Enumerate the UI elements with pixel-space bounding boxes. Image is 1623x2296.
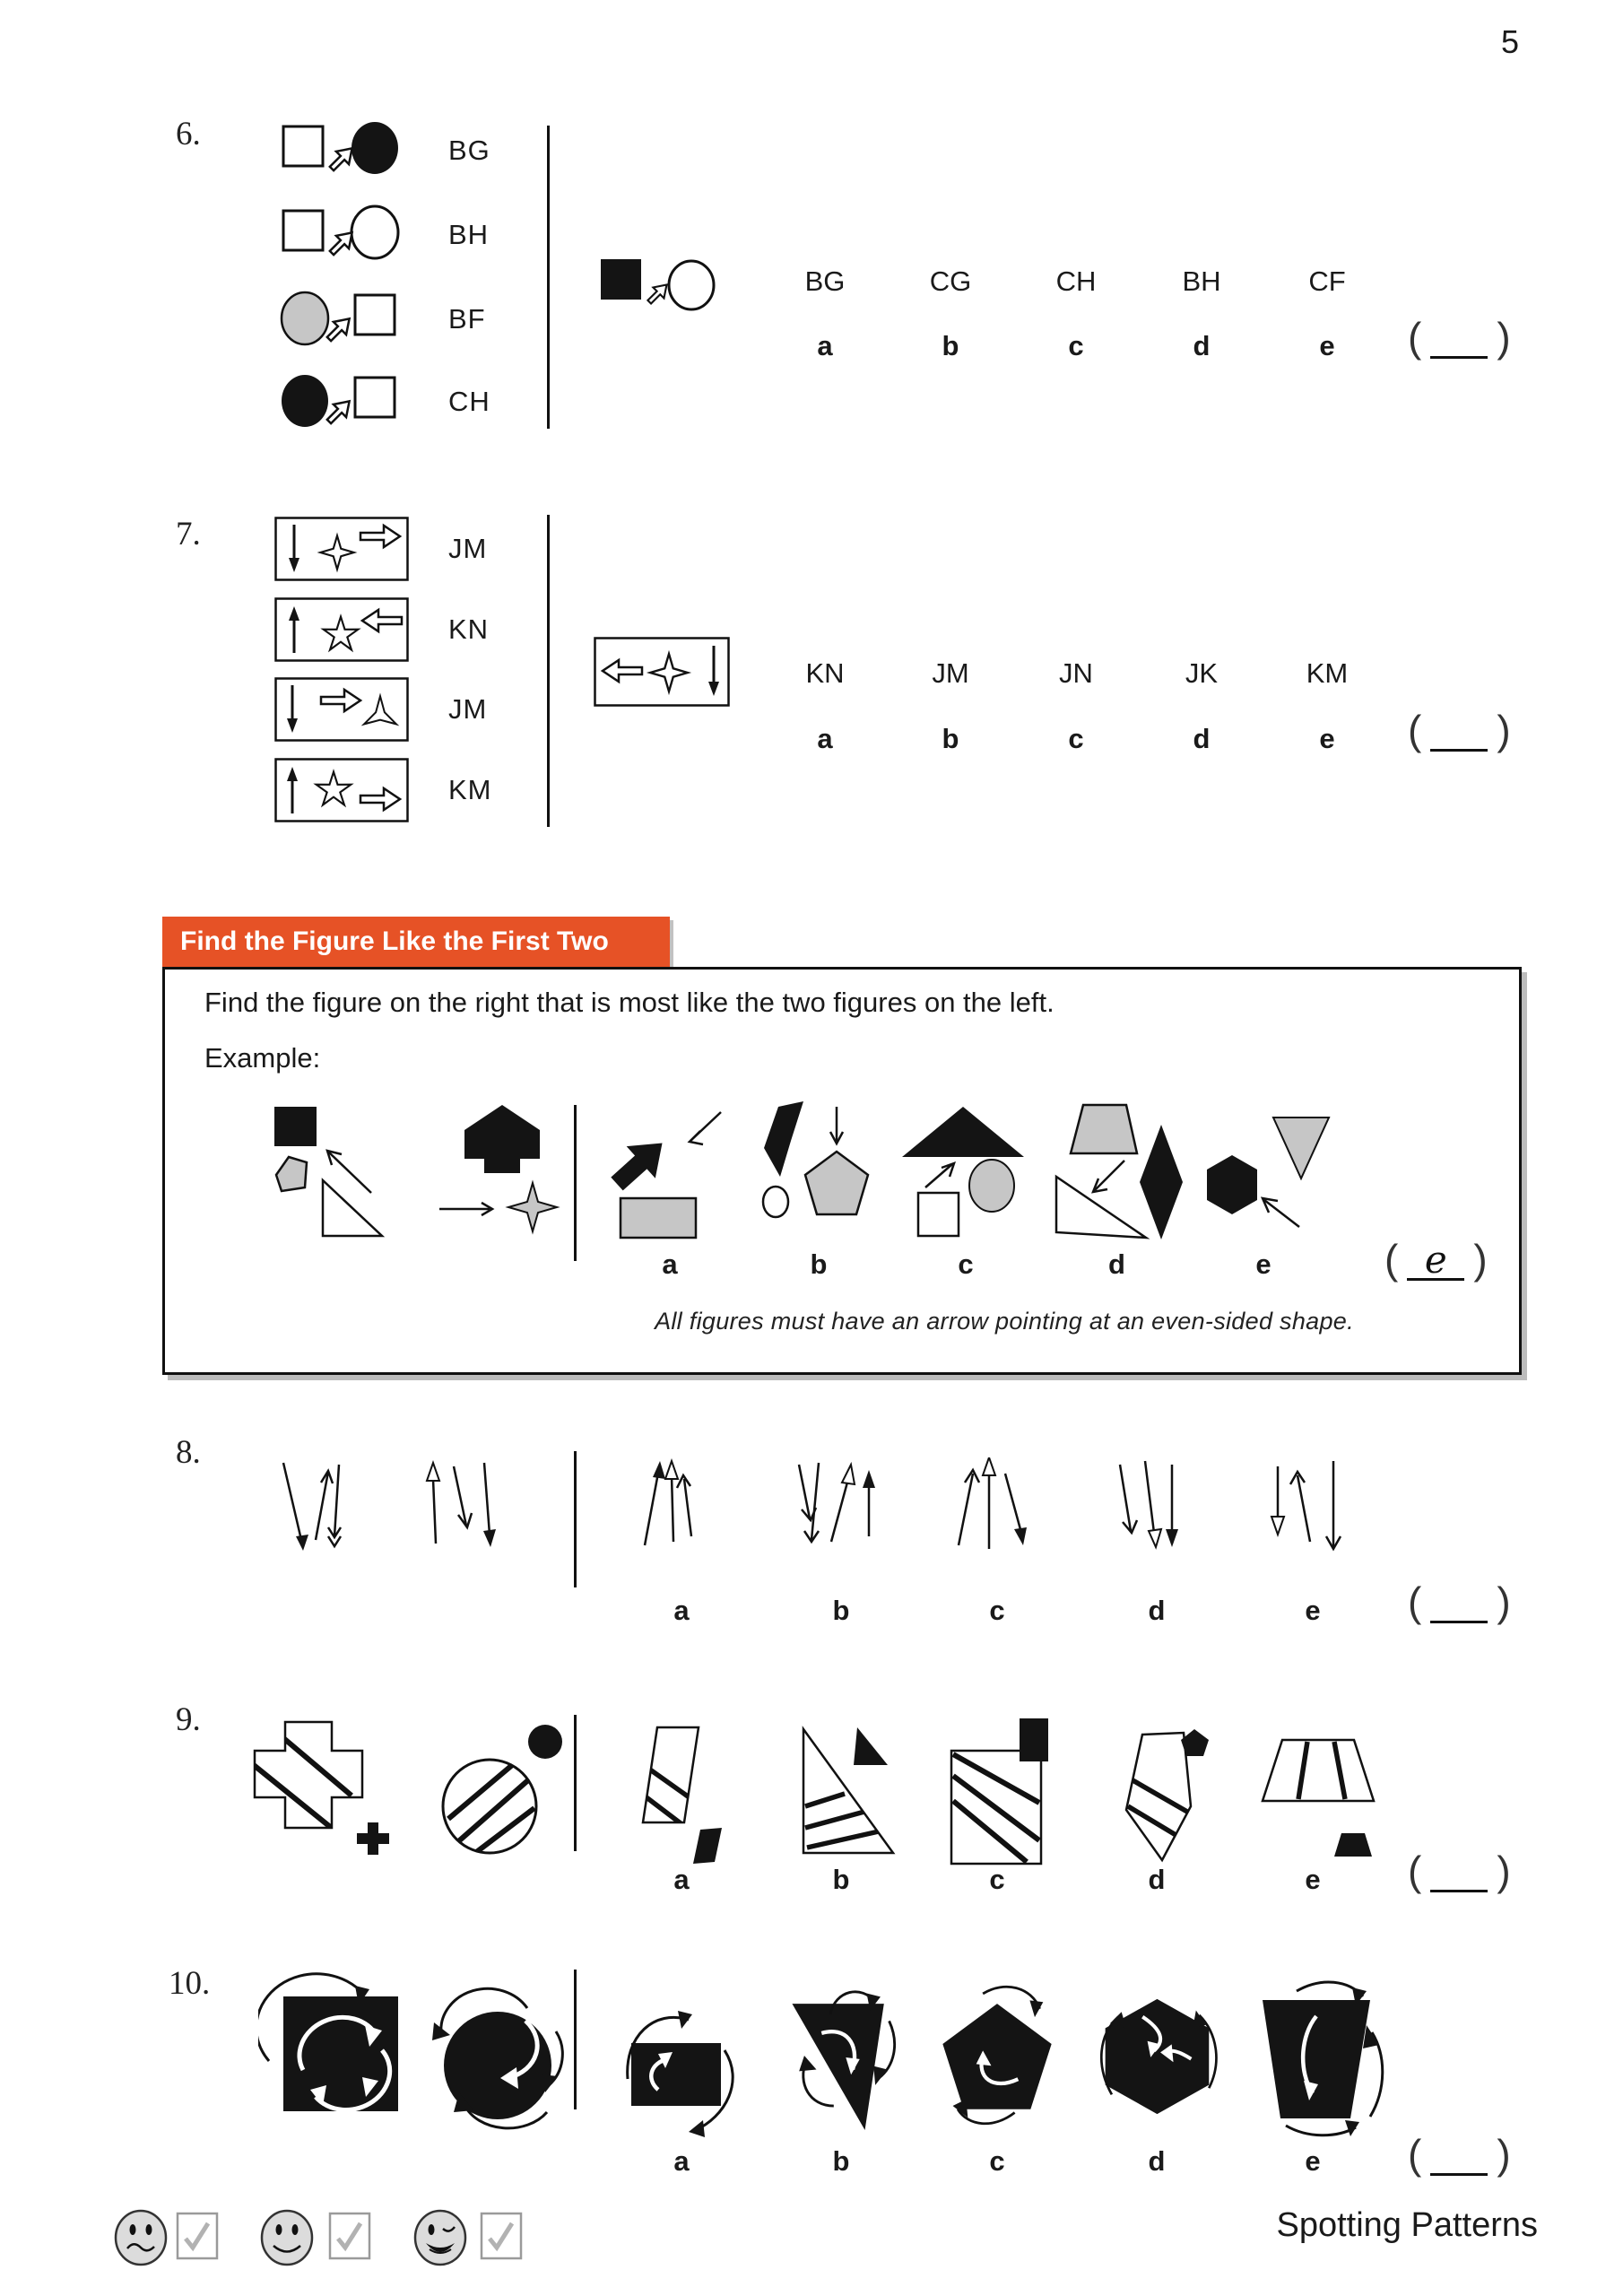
black-rectangle-curved-arrows-icon — [619, 1973, 744, 2139]
q9-letter-e: e — [1305, 1864, 1321, 1895]
trapezoid-arrow-triangle-diamond-icon — [1047, 1101, 1186, 1243]
smile-face-icon — [259, 2208, 315, 2267]
q10-option-a-figure — [619, 1973, 744, 2139]
square-arrow-black-circle-icon — [280, 120, 414, 183]
q10-option-d-figure — [1094, 1973, 1219, 2139]
square-pentagon-triangle-arrow-icon — [265, 1101, 422, 1240]
example-answer-value: e — [1407, 1242, 1464, 1281]
black-hexagon-curved-arrows-icon — [1094, 1973, 1219, 2139]
q6-code-4: CH — [448, 386, 490, 417]
striped-cross-black-cross-icon — [244, 1718, 401, 1862]
checkmark-box-icon — [176, 2212, 219, 2260]
q7-code-3: JM — [448, 693, 488, 725]
left-arrow-star4-down-arrow-icon — [594, 637, 730, 707]
shard-arrow-pentagon-circle-icon — [751, 1101, 886, 1243]
page-number: 5 — [1501, 23, 1520, 60]
q7-code-2: KN — [448, 613, 490, 645]
q10-letter-d: d — [1148, 2145, 1166, 2177]
q6-row1-figure — [280, 120, 414, 183]
open-paren: ( — [1408, 1848, 1422, 1894]
down-arrow-right-arrow-star3-icon — [274, 677, 409, 742]
striped-parallelogram-icon — [630, 1720, 733, 1866]
question-number: 8. — [176, 1434, 201, 1471]
example-letter-e: e — [1255, 1248, 1271, 1280]
q9-left-figure-2 — [429, 1718, 577, 1862]
q6-answer-blank[interactable] — [1430, 320, 1488, 359]
q7-letter-e: e — [1319, 723, 1335, 754]
q10-left-figure-1 — [258, 1971, 424, 2133]
q8-option-e-figure — [1263, 1457, 1362, 1578]
q10-option-c-figure — [934, 1973, 1060, 2139]
q7-test-figure — [594, 637, 730, 707]
q7-code-1: JM — [448, 533, 488, 564]
q6-letter-a: a — [817, 330, 833, 361]
q9-letter-b: b — [832, 1864, 850, 1895]
three-arrows-icon — [269, 1457, 368, 1578]
striped-circle-black-dot-icon — [429, 1718, 577, 1862]
q8-left-figure-2 — [421, 1457, 520, 1578]
q8-answer-blank[interactable] — [1430, 1585, 1488, 1623]
open-paren: ( — [1384, 1236, 1399, 1283]
q6-code-3: BF — [448, 303, 486, 335]
q10-letter-a: a — [673, 2145, 690, 2177]
black-circle-arrow-square-icon — [280, 371, 414, 434]
wink-grin-face-icon — [412, 2208, 468, 2267]
q8-option-c-figure — [948, 1457, 1046, 1578]
question-number: 6. — [176, 116, 201, 152]
q9-left-figure-1 — [244, 1718, 401, 1862]
q6-letter-e: e — [1319, 330, 1335, 361]
question-number: 7. — [176, 516, 201, 552]
example-option-d-figure — [1047, 1101, 1186, 1243]
hexagon-triangle-arrow-icon — [1196, 1101, 1331, 1243]
example-label: Example: — [204, 1042, 321, 1074]
example-letter-b: b — [810, 1248, 828, 1280]
close-paren: ) — [1497, 707, 1511, 753]
q9-option-c-figure — [934, 1718, 1060, 1866]
example-option-c-figure — [898, 1101, 1033, 1243]
q6-letter-b: b — [942, 330, 959, 361]
q8-letter-a: a — [673, 1595, 690, 1626]
four-arrows-icon — [792, 1457, 890, 1578]
three-up-arrows-icon — [632, 1457, 731, 1578]
three-arrows-icon — [421, 1457, 520, 1578]
q7-option-c: JN — [1059, 657, 1093, 689]
question-number: 9. — [176, 1701, 201, 1738]
striped-pentagon-icon — [1101, 1720, 1213, 1866]
q7-divider — [547, 515, 550, 827]
example-figure-1 — [265, 1101, 422, 1240]
example-option-b-figure — [751, 1101, 886, 1243]
footer-section-title: Spotting Patterns — [1276, 2206, 1538, 2244]
example-letter-d: d — [1108, 1248, 1125, 1280]
close-paren: ) — [1497, 1578, 1511, 1625]
rating-checkbox-2[interactable] — [328, 2212, 371, 2260]
q7-option-a: KN — [805, 657, 845, 689]
q8-letter-e: e — [1305, 1595, 1321, 1626]
q8-letter-d: d — [1148, 1595, 1166, 1626]
example-figure-2 — [432, 1101, 580, 1240]
q10-left-figure-2 — [421, 1978, 574, 2139]
q6-row3-figure — [280, 289, 414, 352]
q8-option-d-figure — [1107, 1457, 1206, 1578]
q9-option-b-figure — [778, 1720, 904, 1866]
open-paren: ( — [1408, 1578, 1422, 1625]
close-paren: ) — [1497, 2131, 1511, 2178]
q10-answer-blank[interactable] — [1430, 2137, 1488, 2176]
q9-divider — [574, 1715, 577, 1851]
open-paren: ( — [1408, 707, 1422, 753]
q6-divider — [547, 126, 550, 429]
q7-answer-blank[interactable] — [1430, 713, 1488, 752]
q8-letter-b: b — [832, 1595, 850, 1626]
striped-triangle-icon — [785, 1720, 898, 1866]
q8-left-figure-1 — [269, 1457, 368, 1578]
striped-rectangle-icon — [937, 1718, 1058, 1866]
example-note: All figures must have an arrow pointing at an even-sided shape. — [655, 1308, 1354, 1335]
q10-divider — [574, 1970, 577, 2109]
black-trapezoid-curved-arrows-icon — [1250, 1973, 1384, 2139]
q7-row3-figure — [274, 677, 409, 742]
q6-option-e: CF — [1308, 265, 1346, 297]
three-arrows-icon — [948, 1457, 1046, 1578]
q6-code-1: BG — [448, 135, 490, 166]
q7-letter-a: a — [817, 723, 833, 754]
square-arrow-white-circle-icon — [280, 204, 414, 267]
black-square-arrow-circle-icon — [599, 257, 725, 314]
up-arrow-star5-right-arrow-icon — [274, 758, 409, 822]
grey-circle-arrow-square-icon — [280, 289, 414, 352]
instruction-text: Find the figure on the right that is most like the two figures on the left. — [204, 987, 1055, 1018]
q8-option-b-figure — [792, 1457, 890, 1578]
q6-option-a: BG — [804, 265, 846, 297]
checkmark-box-icon — [480, 2212, 523, 2260]
question-number: 10. — [169, 1965, 211, 2002]
example-option-a-figure — [603, 1101, 737, 1243]
q6-option-c: CH — [1055, 265, 1097, 297]
open-paren: ( — [1408, 2131, 1422, 2178]
checkmark-box-icon — [328, 2212, 371, 2260]
q7-code-4: KM — [448, 774, 492, 805]
q8-divider — [574, 1451, 577, 1587]
triangle-arrow-ellipse-square-icon — [898, 1101, 1033, 1243]
q7-option-b: JM — [932, 657, 969, 689]
q6-row2-figure — [280, 204, 414, 267]
q10-option-b-figure — [778, 1973, 904, 2139]
block-arrow-rectangle-icon — [603, 1101, 737, 1243]
q6-letter-c: c — [1068, 330, 1084, 361]
rating-checkbox-3[interactable] — [480, 2212, 523, 2260]
sad-face-icon — [113, 2208, 169, 2267]
q7-answer-bracket — [1408, 709, 1511, 752]
q9-answer-bracket — [1408, 1849, 1511, 1892]
three-down-arrows-icon — [1107, 1457, 1206, 1578]
striped-trapezoid-icon — [1250, 1720, 1384, 1866]
close-paren: ) — [1473, 1236, 1488, 1283]
q10-option-e-figure — [1250, 1973, 1384, 2139]
q6-option-b: CG — [929, 265, 972, 297]
q8-option-a-figure — [632, 1457, 731, 1578]
rating-checkbox-1[interactable] — [176, 2212, 219, 2260]
q9-letter-a: a — [673, 1864, 690, 1895]
q7-row1-figure — [274, 517, 409, 581]
q6-letter-d: d — [1193, 330, 1211, 361]
example-letter-a: a — [662, 1248, 678, 1280]
up-arrow-star5-left-arrow-icon — [274, 597, 409, 662]
q8-answer-bracket — [1408, 1580, 1511, 1623]
q9-option-e-figure — [1250, 1720, 1384, 1866]
q10-letter-e: e — [1305, 2145, 1321, 2177]
q8-letter-c: c — [989, 1595, 1005, 1626]
black-pentagon-curved-arrows-icon — [934, 1973, 1060, 2139]
q9-option-a-figure — [619, 1720, 744, 1866]
q6-test-figure — [599, 257, 725, 314]
q7-letter-b: b — [942, 723, 959, 754]
black-house-arrow-grey-star-icon — [432, 1101, 580, 1240]
q10-answer-bracket — [1408, 2133, 1511, 2176]
q7-option-d: JK — [1185, 657, 1219, 689]
q7-row4-figure — [274, 758, 409, 822]
q7-letter-d: d — [1193, 723, 1211, 754]
q9-letter-d: d — [1148, 1864, 1166, 1895]
q9-answer-blank[interactable] — [1430, 1854, 1488, 1892]
q9-letter-c: c — [989, 1864, 1005, 1895]
q10-letter-b: b — [832, 2145, 850, 2177]
black-circle-curved-arrows-icon — [421, 1978, 574, 2139]
black-square-curved-arrows-icon — [258, 1971, 424, 2133]
q6-option-d: BH — [1182, 265, 1221, 297]
q10-letter-c: c — [989, 2145, 1005, 2177]
example-divider — [574, 1105, 577, 1261]
q6-code-2: BH — [448, 219, 490, 250]
section-header: Find the Figure Like the First Two — [162, 917, 670, 967]
q6-answer-bracket — [1408, 316, 1511, 359]
q9-option-d-figure — [1094, 1720, 1219, 1866]
example-option-e-figure — [1196, 1101, 1331, 1243]
example-answer-bracket — [1384, 1238, 1488, 1281]
q7-letter-c: c — [1068, 723, 1084, 754]
q7-row2-figure — [274, 597, 409, 662]
close-paren: ) — [1497, 314, 1511, 361]
close-paren: ) — [1497, 1848, 1511, 1894]
example-letter-c: c — [958, 1248, 974, 1280]
q6-row4-figure — [280, 371, 414, 434]
three-arrows-icon — [1263, 1457, 1362, 1578]
down-arrow-star4-right-arrow-icon — [274, 517, 409, 581]
black-triangle-curved-arrows-icon — [778, 1973, 904, 2139]
q7-option-e: KM — [1306, 657, 1349, 689]
open-paren: ( — [1408, 314, 1422, 361]
